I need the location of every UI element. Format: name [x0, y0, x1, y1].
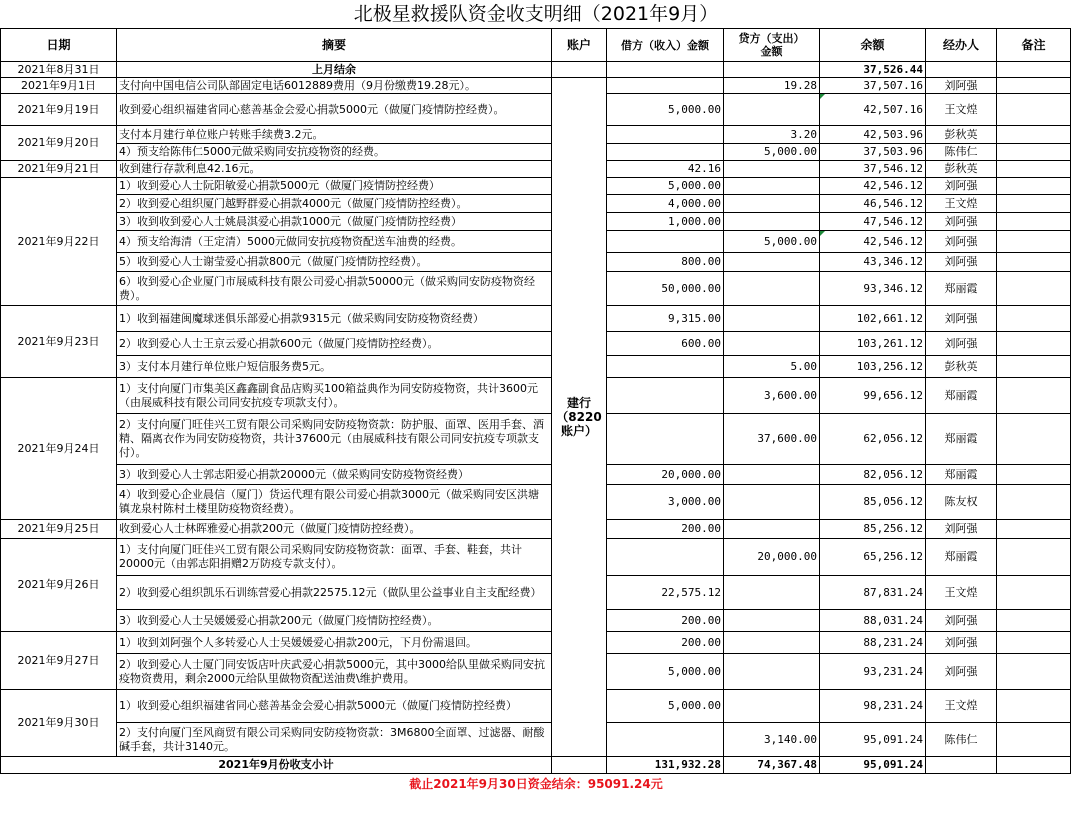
subtotal-credit: 74,367.48	[724, 757, 820, 774]
operator-cell: 彭秋英	[926, 126, 997, 144]
remarks-cell	[997, 690, 1071, 723]
header-credit	[724, 29, 820, 62]
table-row	[1, 520, 1071, 539]
credit-cell	[724, 654, 820, 690]
balance-cell: 102,661.12	[820, 306, 926, 332]
table-row	[1, 94, 1071, 126]
account-cell	[552, 757, 607, 774]
summary-cell: 支付向中国电信公司队部固定电话6012889费用（9月份缴费19.28元）。	[117, 78, 552, 94]
balance-cell: 88,031.24	[820, 610, 926, 632]
remarks-cell	[997, 356, 1071, 378]
credit-cell	[724, 610, 820, 632]
operator-cell: 刘阿强	[926, 654, 997, 690]
opening-label: 上月结余	[117, 62, 552, 78]
operator-cell: 刘阿强	[926, 253, 997, 272]
balance-cell: 37,546.12	[820, 161, 926, 178]
credit-cell	[724, 576, 820, 610]
page-title: 北极星救援队资金收支明细（2021年9月）	[353, 3, 719, 25]
credit-cell	[724, 62, 820, 78]
remarks-cell	[997, 465, 1071, 485]
summary-cell: 4）收到爱心企业晨信（厦门）货运代理有限公司爱心捐款3000元（做采购同安区洪塘镇龙泉村陈村土楼里防疫物资经费）。	[117, 485, 552, 520]
summary-cell: 2）收到爱心人士厦门同安饭店叶庆武爱心捐款5000元，其中3000给队里做采购同安抗疫物资费用，剩余2000元给队里做物资配送油费\维护费用。	[117, 654, 552, 690]
credit-cell: 5.00	[724, 356, 820, 378]
balance-cell: 93,346.12	[820, 272, 926, 306]
credit-cell: 20,000.00	[724, 539, 820, 576]
date-cell: 2021年9月20日	[1, 126, 117, 161]
date-cell: 2021年9月21日	[1, 161, 117, 178]
debit-cell: 20,000.00	[607, 465, 724, 485]
summary-cell: 2）支付向厦门至风商贸有限公司采购同安防疫物资款：3M6800全面罩、过滤器、耐酸碱手套，共计3140元。	[117, 723, 552, 757]
credit-cell	[724, 253, 820, 272]
remarks-cell	[997, 485, 1071, 520]
table-row	[1, 126, 1071, 144]
operator-cell: 郑丽霞	[926, 465, 997, 485]
debit-cell: 800.00	[607, 253, 724, 272]
table-row	[1, 78, 1071, 94]
date-cell: 2021年9月22日	[1, 178, 117, 306]
summary-cell: 1）收到福建闽魔球迷俱乐部爱心捐款9315元（做采购同安防疫物资经费）	[117, 306, 552, 332]
table-row	[1, 690, 1071, 723]
header-row	[1, 29, 1071, 62]
remarks-cell	[997, 632, 1071, 654]
table-row	[1, 231, 1071, 253]
table-row	[1, 378, 1071, 414]
credit-cell: 3.20	[724, 126, 820, 144]
date-cell: 2021年9月1日	[1, 78, 117, 94]
credit-cell: 3,140.00	[724, 723, 820, 757]
balance-cell: 93,231.24	[820, 654, 926, 690]
header-operator: 经办人	[926, 29, 997, 62]
balance-cell: 42,546.12	[820, 178, 926, 195]
remarks-cell	[997, 576, 1071, 610]
balance-cell: 95,091.24	[820, 723, 926, 757]
operator-cell: 刘阿强	[926, 78, 997, 94]
date-cell: 2021年9月24日	[1, 378, 117, 520]
balance-cell: 46,546.12	[820, 195, 926, 213]
summary-cell: 收到建行存款利息42.16元。	[117, 161, 552, 178]
account-line2: （8220	[556, 410, 602, 424]
balance-cell: 62,056.12	[820, 414, 926, 465]
table-row	[1, 253, 1071, 272]
balance-cell: 88,231.24	[820, 632, 926, 654]
operator-cell: 陈友权	[926, 485, 997, 520]
debit-cell: 42.16	[607, 161, 724, 178]
credit-cell	[724, 94, 820, 126]
debit-cell: 3,000.00	[607, 485, 724, 520]
table-row	[1, 195, 1071, 213]
balance-cell: 37,503.96	[820, 144, 926, 161]
summary-cell: 2）支付向厦门旺佳兴工贸有限公司采购同安防疫物资款：防护服、面罩、医用手套、酒精、隔离衣作为同安防疫物资，共计37600元（由展威科技有限公司同安抗疫专项款支付）。	[117, 414, 552, 465]
operator-cell: 彭秋英	[926, 161, 997, 178]
remarks-cell	[997, 94, 1071, 126]
operator-cell: 彭秋英	[926, 356, 997, 378]
operator-cell: 刘阿强	[926, 610, 997, 632]
opening-row	[1, 62, 1071, 78]
operator-cell	[926, 757, 997, 774]
debit-cell	[607, 539, 724, 576]
operator-cell: 刘阿强	[926, 520, 997, 539]
remarks-cell	[997, 213, 1071, 231]
table-row	[1, 576, 1071, 610]
balance-cell: 43,346.12	[820, 253, 926, 272]
operator-cell	[926, 62, 997, 78]
credit-cell: 3,600.00	[724, 378, 820, 414]
subtotal-debit: 131,932.28	[607, 757, 724, 774]
summary-cell: 3）收到收到爱心人士姚晨淇爱心捐款1000元（做厦门疫情防控经费）	[117, 213, 552, 231]
summary-cell: 支付本月建行单位账户转账手续费3.2元。	[117, 126, 552, 144]
date-cell: 2021年9月27日	[1, 632, 117, 690]
remarks-cell	[997, 272, 1071, 306]
debit-cell	[607, 378, 724, 414]
credit-cell: 5,000.00	[724, 231, 820, 253]
debit-cell: 50,000.00	[607, 272, 724, 306]
operator-cell: 郑丽霞	[926, 378, 997, 414]
account-cell	[552, 62, 607, 78]
debit-cell: 5,000.00	[607, 178, 724, 195]
remarks-cell	[997, 62, 1071, 78]
balance-cell: 103,256.12	[820, 356, 926, 378]
balance-cell: 42,507.16	[820, 94, 926, 126]
credit-cell: 19.28	[724, 78, 820, 94]
operator-cell: 郑丽霞	[926, 539, 997, 576]
remarks-cell	[997, 757, 1071, 774]
credit-cell	[724, 195, 820, 213]
debit-cell: 5,000.00	[607, 690, 724, 723]
header-balance: 余额	[820, 29, 926, 62]
subtotal-label: 2021年9月份收支小计	[1, 757, 552, 774]
remarks-cell	[997, 78, 1071, 94]
remarks-cell	[997, 654, 1071, 690]
summary-cell: 4）预支给海清（王定清）5000元做同安抗疫物资配送车油费的经费。	[117, 231, 552, 253]
subtotal-balance: 95,091.24	[820, 757, 926, 774]
table-row	[1, 356, 1071, 378]
credit-cell	[724, 272, 820, 306]
debit-cell: 4,000.00	[607, 195, 724, 213]
header-debit: 借方（收入）金额	[607, 29, 724, 62]
balance-cell: 99,656.12	[820, 378, 926, 414]
remarks-cell	[997, 144, 1071, 161]
remarks-cell	[997, 610, 1071, 632]
operator-cell: 刘阿强	[926, 231, 997, 253]
remarks-cell	[997, 195, 1071, 213]
debit-cell	[607, 414, 724, 465]
summary-cell: 1）收到刘阿强个人多转爱心人士吴媛媛爱心捐款200元，下月份需退回。	[117, 632, 552, 654]
credit-cell: 5,000.00	[724, 144, 820, 161]
debit-cell: 200.00	[607, 610, 724, 632]
header-credit-line1: 贷方（支出）	[738, 32, 805, 45]
balance-cell: 98,231.24	[820, 690, 926, 723]
remarks-cell	[997, 332, 1071, 356]
summary-cell: 1）支付向厦门市集美区鑫鑫副食品店购买100箱益典作为同安防疫物资，共计3600元（由展威科技有限公司同安抗疫专项款支付）。	[117, 378, 552, 414]
operator-cell: 郑丽霞	[926, 272, 997, 306]
summary-cell: 6）收到爱心企业厦门市展威科技有限公司爱心捐款50000元（做采购同安防疫物资经费）。	[117, 272, 552, 306]
debit-cell: 9,315.00	[607, 306, 724, 332]
summary-cell: 4）预支给陈伟仁5000元做采购同安抗疫物资的经费。	[117, 144, 552, 161]
balance-cell: 37,507.16	[820, 78, 926, 94]
debit-cell	[607, 126, 724, 144]
operator-cell: 刘阿强	[926, 178, 997, 195]
operator-cell: 陈伟仁	[926, 723, 997, 757]
balance-cell: 103,261.12	[820, 332, 926, 356]
remarks-cell	[997, 723, 1071, 757]
table-row	[1, 610, 1071, 632]
credit-cell	[724, 332, 820, 356]
account-cell	[552, 78, 607, 757]
table-row	[1, 723, 1071, 757]
summary-cell: 5）收到爱心人士谢莹爱心捐款800元（做厦门疫情防控经费）。	[117, 253, 552, 272]
debit-cell: 200.00	[607, 632, 724, 654]
credit-cell	[724, 465, 820, 485]
table-row	[1, 161, 1071, 178]
summary-cell: 1）收到爱心组织福建省同心慈善基金会爱心捐款5000元（做厦门疫情防控经费）	[117, 690, 552, 723]
subtotal-row	[1, 757, 1071, 774]
summary-cell: 1）支付向厦门旺佳兴工贸有限公司采购同安防疫物资款：面罩、手套、鞋套，共计20000元（由郭志阳捐赠2万防疫专款支付）。	[117, 539, 552, 576]
operator-cell: 刘阿强	[926, 306, 997, 332]
header-credit-line2: 金额	[760, 45, 783, 58]
debit-cell	[607, 356, 724, 378]
remarks-cell	[997, 178, 1071, 195]
balance-cell: 85,256.12	[820, 520, 926, 539]
closing-balance-note: 截止2021年9月30日资金结余：95091.24元	[409, 777, 663, 791]
credit-cell	[724, 213, 820, 231]
balance-cell: 42,546.12	[820, 231, 926, 253]
credit-cell	[724, 178, 820, 195]
date-cell: 2021年8月31日	[1, 62, 117, 78]
credit-cell: 37,600.00	[724, 414, 820, 465]
operator-cell: 王文煌	[926, 195, 997, 213]
balance-cell: 42,503.96	[820, 126, 926, 144]
table-row	[1, 414, 1071, 465]
remarks-cell	[997, 414, 1071, 465]
operator-cell: 王文煌	[926, 576, 997, 610]
ledger-table	[0, 28, 1071, 774]
date-cell: 2021年9月23日	[1, 306, 117, 378]
remarks-cell	[997, 161, 1071, 178]
header-remarks: 备注	[997, 29, 1071, 62]
operator-cell: 郑丽霞	[926, 414, 997, 465]
summary-cell: 2）收到爱心组织凯乐石训练营爱心捐款22575.12元（做队里公益事业自主支配经费）	[117, 576, 552, 610]
operator-cell: 陈伟仁	[926, 144, 997, 161]
table-row	[1, 485, 1071, 520]
date-cell: 2021年9月19日	[1, 94, 117, 126]
remarks-cell	[997, 539, 1071, 576]
account-line1: 建行	[566, 396, 591, 410]
summary-cell: 收到爱心组织福建省同心慈善基金会爱心捐款5000元（做厦门疫情防控经费）。	[117, 94, 552, 126]
remarks-cell	[997, 231, 1071, 253]
table-row	[1, 654, 1071, 690]
debit-cell: 5,000.00	[607, 94, 724, 126]
debit-cell: 600.00	[607, 332, 724, 356]
debit-cell	[607, 78, 724, 94]
remarks-cell	[997, 306, 1071, 332]
balance-cell: 85,056.12	[820, 485, 926, 520]
operator-cell: 王文煌	[926, 690, 997, 723]
header-account: 账户	[552, 29, 607, 62]
date-cell: 2021年9月26日	[1, 539, 117, 632]
operator-cell: 刘阿强	[926, 213, 997, 231]
table-row	[1, 178, 1071, 195]
table-row	[1, 332, 1071, 356]
operator-cell: 王文煌	[926, 94, 997, 126]
debit-cell	[607, 723, 724, 757]
remarks-cell	[997, 126, 1071, 144]
balance-cell: 65,256.12	[820, 539, 926, 576]
debit-cell: 5,000.00	[607, 654, 724, 690]
debit-cell: 200.00	[607, 520, 724, 539]
debit-cell: 1,000.00	[607, 213, 724, 231]
table-row	[1, 465, 1071, 485]
balance-cell: 82,056.12	[820, 465, 926, 485]
table-row	[1, 632, 1071, 654]
account-line3: 账户）	[560, 424, 597, 438]
balance-cell: 87,831.24	[820, 576, 926, 610]
summary-cell: 3）收到爱心人士吴媛媛爱心捐款200元（做厦门疫情防控经费）。	[117, 610, 552, 632]
debit-cell: 22,575.12	[607, 576, 724, 610]
remarks-cell	[997, 378, 1071, 414]
summary-cell: 收到爱心人士林晖雅爱心捐款200元（做厦门疫情防控经费）。	[117, 520, 552, 539]
summary-cell: 2）收到爱心组织厦门越野群爱心捐款4000元（做厦门疫情防控经费）。	[117, 195, 552, 213]
header-date: 日期	[1, 29, 117, 62]
debit-cell	[607, 231, 724, 253]
summary-cell: 3）支付本月建行单位账户短信服务费5元。	[117, 356, 552, 378]
opening-balance: 37,526.44	[820, 62, 926, 78]
table-row	[1, 539, 1071, 576]
date-cell: 2021年9月25日	[1, 520, 117, 539]
debit-cell	[607, 62, 724, 78]
table-row	[1, 306, 1071, 332]
debit-cell	[607, 144, 724, 161]
credit-cell	[724, 485, 820, 520]
credit-cell	[724, 632, 820, 654]
credit-cell	[724, 306, 820, 332]
remarks-cell	[997, 520, 1071, 539]
remarks-cell	[997, 253, 1071, 272]
operator-cell: 刘阿强	[926, 332, 997, 356]
summary-cell: 1）收到爱心人士阮阳敏爱心捐款5000元（做厦门疫情防控经费）	[117, 178, 552, 195]
credit-cell	[724, 690, 820, 723]
table-row	[1, 272, 1071, 306]
header-summary: 摘要	[117, 29, 552, 62]
table-row	[1, 144, 1071, 161]
operator-cell: 刘阿强	[926, 632, 997, 654]
balance-cell: 47,546.12	[820, 213, 926, 231]
summary-cell: 2）收到爱心人士王京云爱心捐款600元（做厦门疫情防控经费）。	[117, 332, 552, 356]
credit-cell	[724, 161, 820, 178]
credit-cell	[724, 520, 820, 539]
date-cell: 2021年9月30日	[1, 690, 117, 757]
table-row	[1, 213, 1071, 231]
summary-cell: 3）收到爱心人士郭志阳爱心捐款20000元（做采购同安防疫物资经费）	[117, 465, 552, 485]
